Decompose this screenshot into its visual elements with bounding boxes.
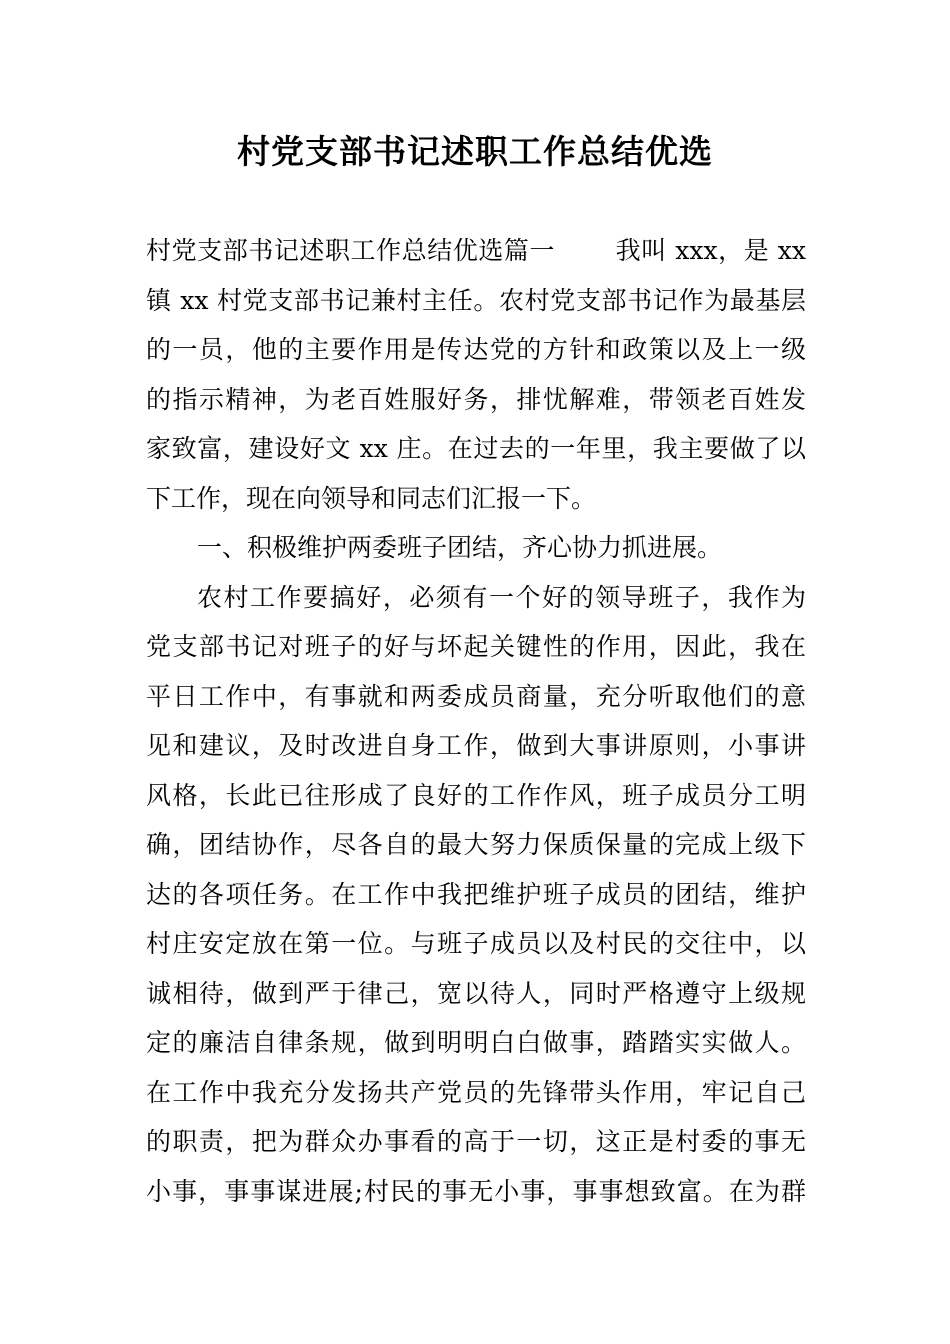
document-body [146, 226, 806, 1216]
paragraph-line: 的职责，把为群众办事看的高于一切，这正是村委的事无 [146, 1127, 806, 1156]
paragraph-line [146, 226, 806, 276]
paragraph-line: 见和建议，及时改进自身工作，做到大事讲原则，小事讲 [146, 731, 806, 760]
paragraph-line: 农村工作要搞好，必须有一个好的领导班子，我作为 [197, 582, 806, 612]
paragraph-line: 党支部书记对班子的好与坏起关键性的作用，因此，我在 [146, 632, 806, 661]
paragraph-line: 风格，长此已往形成了良好的工作作风，班子成员分工明 [146, 780, 806, 810]
paragraph-line: 的指示精神，为老百姓服好务，排忧解难，带领老百姓发 [146, 384, 806, 414]
paragraph-line: 诚相待，做到严于律己，宽以待人，同时严格遵守上级规 [146, 978, 806, 1008]
paragraph-line: 的一员，他的主要作用是传达党的方针和政策以及上一级 [146, 335, 806, 364]
document-title: 村党支部书记述职工作总结优选 [237, 132, 713, 171]
paragraph-line: 平日工作中，有事就和两委成员商量，充分听取他们的意 [146, 681, 806, 711]
paragraph-line: 确，团结协作，尽各自的最大努力保质保量的完成上级下 [146, 830, 806, 859]
paragraph-line: 小事，事事谋进展;村民的事无小事，事事想致富。在为群 [146, 1176, 806, 1206]
paragraph-text: 我叫 xxx，是 xx [615, 236, 806, 265]
paragraph-line: 定的廉洁自律条规，做到明明白白做事，踏踏实实做人。 [146, 1028, 806, 1057]
section-heading: 一、积极维护两委班子团结，齐心协力抓进展。 [197, 533, 723, 562]
paragraph-line: 下工作，现在向领导和同志们汇报一下。 [146, 483, 597, 513]
paragraph-line: 镇 xx 村党支部书记兼村主任。农村党支部书记作为最基层 [146, 285, 806, 315]
heading-inline: 村党支部书记述职工作总结优选篇一 [146, 236, 556, 265]
paragraph-line: 家致富，建设好文 xx 庄。在过去的一年里，我主要做了以 [146, 434, 806, 463]
paragraph-line: 村庄安定放在第一位。与班子成员以及村民的交往中，以 [146, 929, 806, 958]
paragraph-line: 在工作中我充分发扬共产党员的先锋带头作用，牢记自己 [146, 1077, 806, 1107]
paragraph-line: 达的各项任务。在工作中我把维护班子成员的团结，维护 [146, 879, 806, 909]
